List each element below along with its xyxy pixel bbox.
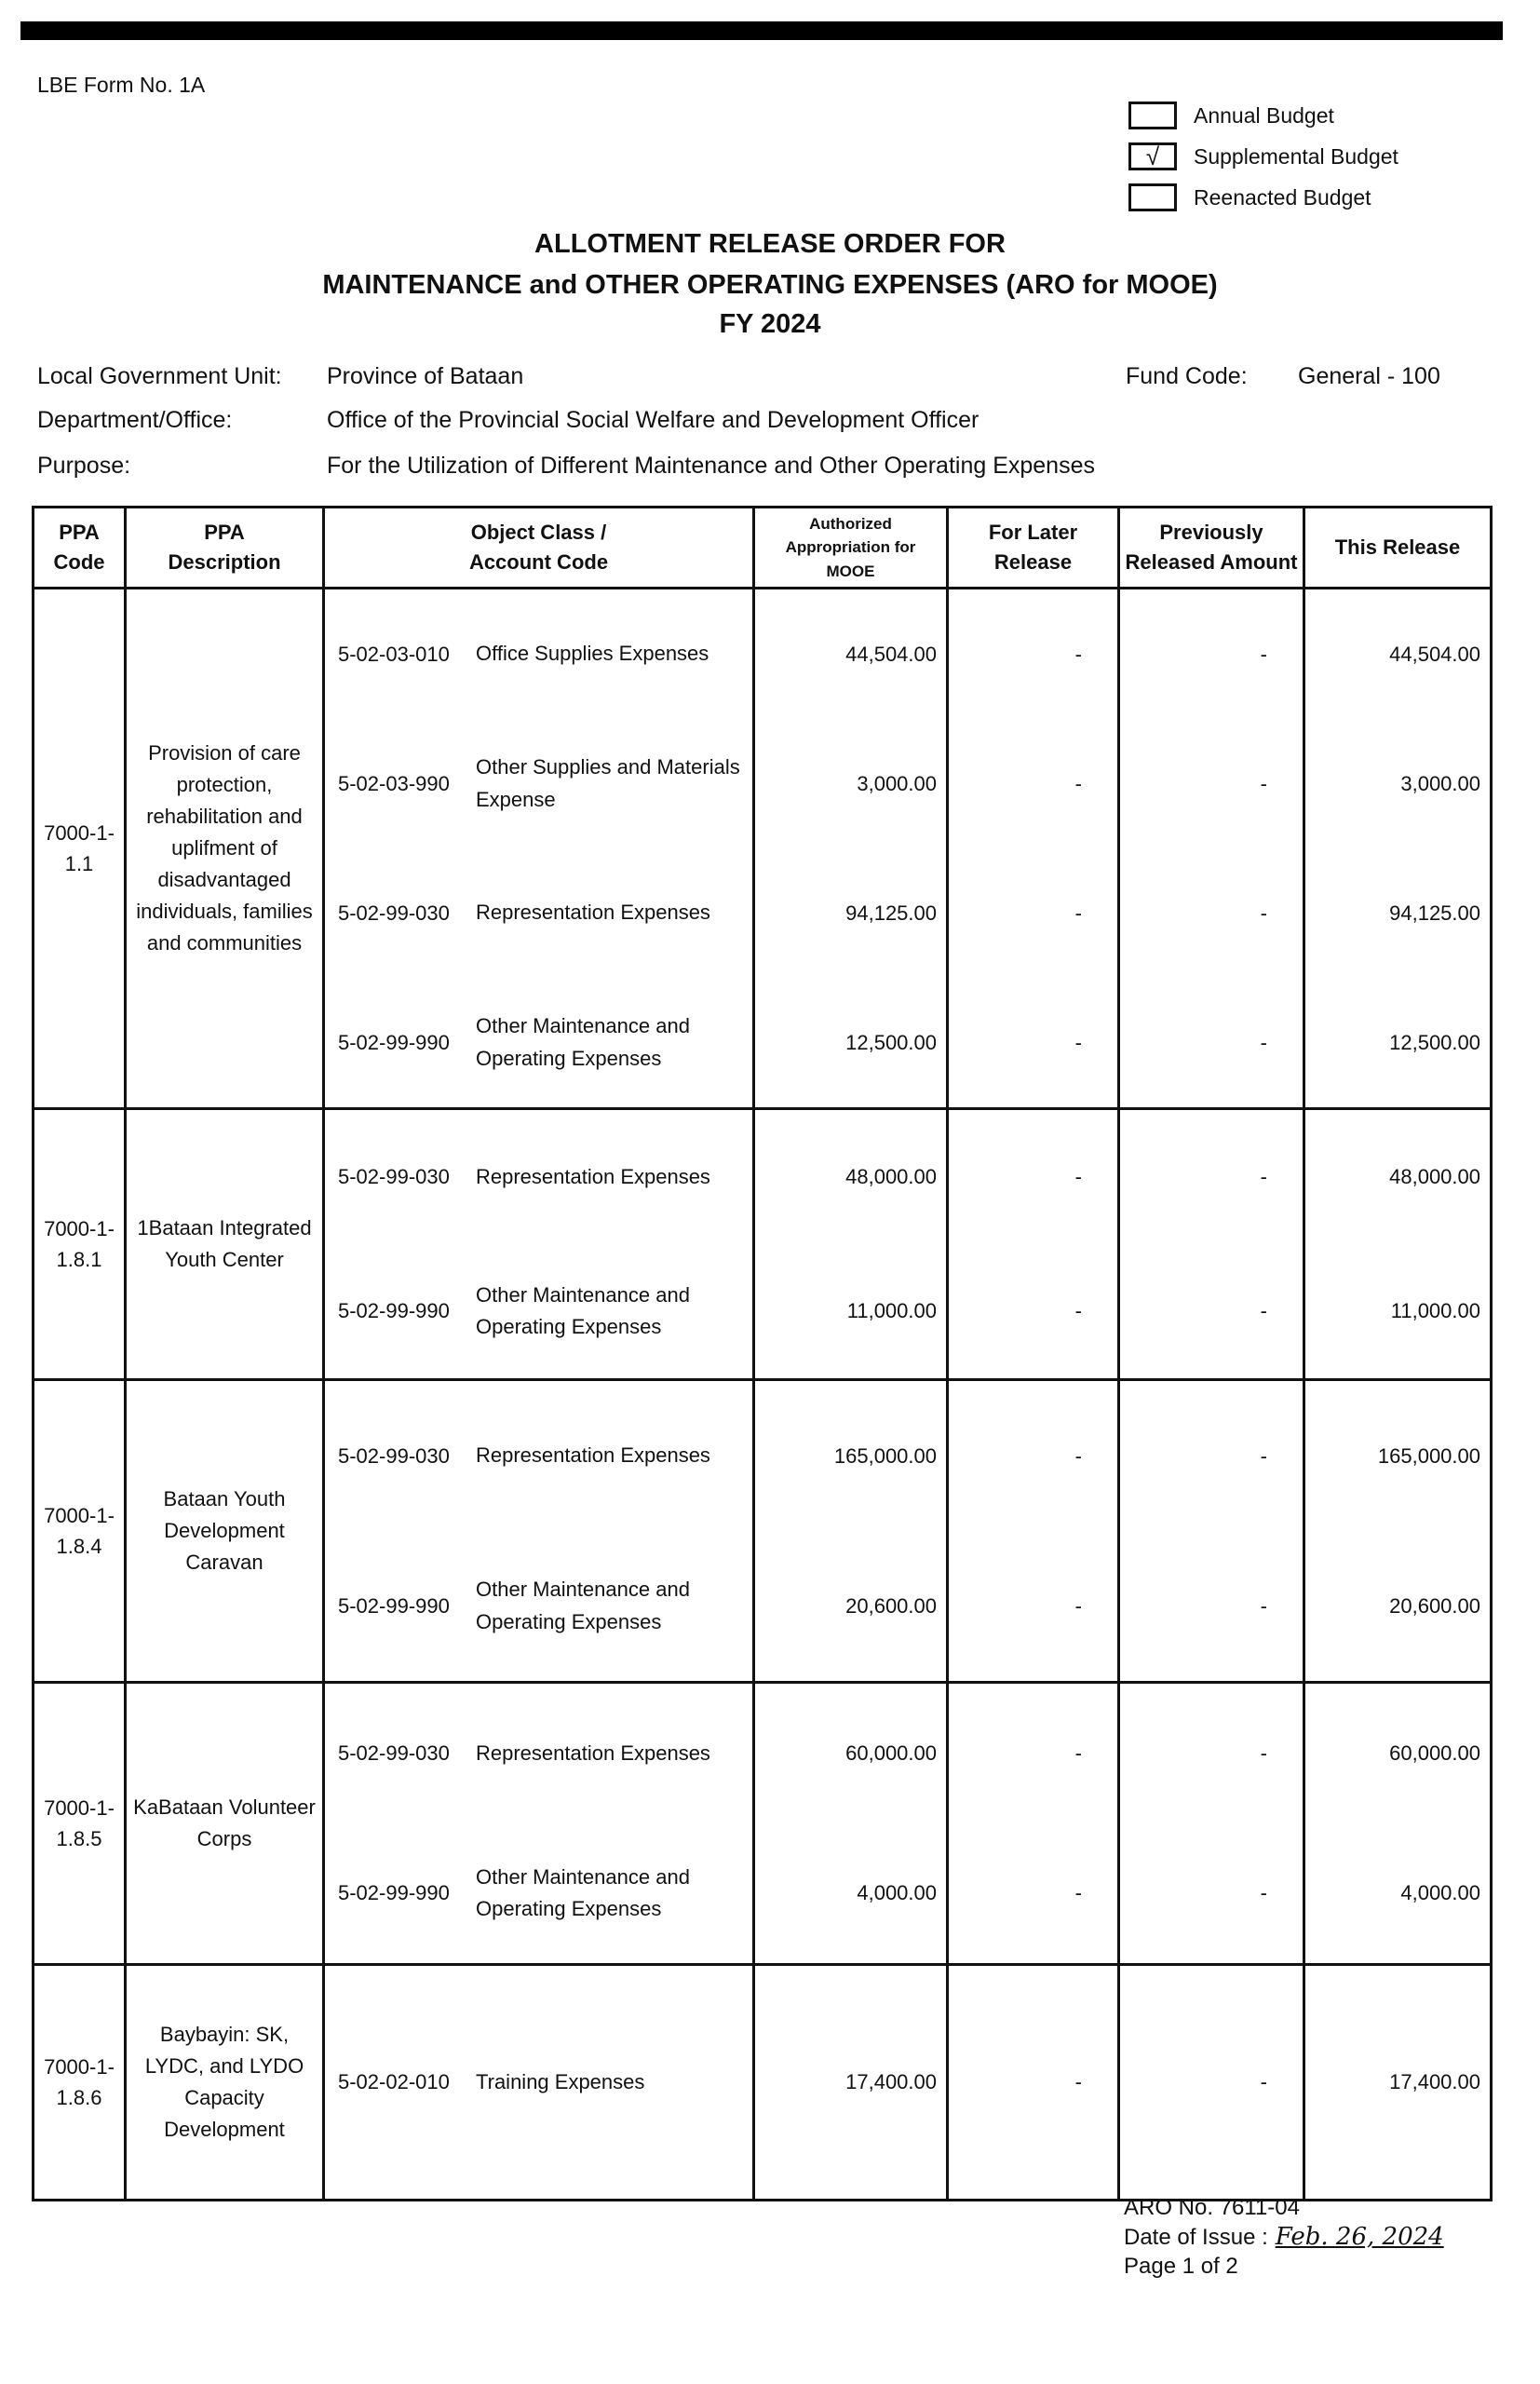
account-line	[325, 978, 752, 1107]
account-name: Other Supplies and Materials Expense	[476, 755, 740, 811]
this-release-cell	[1304, 1109, 1492, 1380]
this-release-amount: 20,600.00	[1389, 1593, 1480, 1618]
for-later-release-cell	[948, 1683, 1119, 1965]
table-row-ppa-group	[34, 1965, 1492, 2201]
date-of-issue-label: Date of Issue :	[1124, 2225, 1268, 2250]
table-row-ppa-group	[34, 1380, 1492, 1683]
budget-type-annual[interactable]	[1128, 95, 1398, 136]
ppa-code-cell: 7000-1- 1.8.6	[34, 1965, 126, 2201]
account-line	[325, 848, 752, 978]
previously-released-amount: -	[1260, 901, 1267, 925]
account-line	[325, 1823, 752, 1963]
account-line	[325, 1381, 752, 1531]
ppa-description-cell: Bataan Youth Development Caravan	[126, 1380, 324, 1683]
aro-number: ARO No. 7611-04	[1124, 2195, 1300, 2220]
account-code: 5-02-99-990	[338, 1030, 450, 1054]
account-name: Training Expenses	[476, 2069, 645, 2093]
for-later-release-cell	[948, 1109, 1119, 1380]
account-name: Other Maintenance and Operating Expenses	[476, 1282, 690, 1338]
ppa-description-cell: Provision of care protection, rehabilitation and uplifment of disadvantaged individuals, families and communities	[126, 589, 324, 1109]
table-header-row	[34, 508, 1492, 589]
lgu-value: Province of Bataan	[327, 363, 524, 389]
previously-released-amount: -	[1260, 1443, 1267, 1468]
table-row-ppa-group	[34, 1683, 1492, 1965]
for-later-amount: -	[1074, 642, 1082, 666]
this-release-cell	[1304, 589, 1492, 1109]
account-line	[325, 1110, 752, 1244]
authorized-amount: 11,000.00	[846, 1299, 937, 1322]
account-code: 5-02-99-030	[338, 1443, 450, 1468]
this-release-cell	[1304, 1965, 1492, 2201]
authorized-amount: 48,000.00	[845, 1165, 937, 1188]
allotment-table	[32, 506, 1493, 2201]
budget-type-reenacted[interactable]	[1128, 177, 1398, 218]
previously-released-cell	[1119, 1965, 1304, 2201]
department-label: Department/Office:	[37, 407, 233, 433]
account-code: 5-02-99-990	[338, 1299, 450, 1322]
document-title-line2: MAINTENANCE and OTHER OPERATING EXPENSES (ARO for MOOE)	[322, 270, 1218, 300]
previously-released-amount: -	[1260, 771, 1267, 795]
account-name: Representation Expenses	[476, 1741, 710, 1765]
previously-released-cell	[1119, 1683, 1304, 1965]
this-release-amount: 48,000.00	[1389, 1165, 1480, 1188]
ppa-code-cell: 7000-1- 1.8.5	[34, 1683, 126, 1965]
date-of-issue-value: Feb. 26, 2024	[1275, 2223, 1444, 2251]
budget-type-label: Reenacted Budget	[1194, 184, 1371, 210]
account-list-cell	[324, 1380, 754, 1683]
for-later-amount: -	[1074, 1165, 1082, 1188]
for-later-amount: -	[1074, 1881, 1082, 1904]
this-release-amount: 12,500.00	[1389, 1030, 1480, 1054]
previously-released-amount: -	[1260, 1593, 1267, 1618]
for-later-amount: -	[1074, 1593, 1082, 1618]
form-number: LBE Form No. 1A	[37, 73, 206, 97]
account-name: Representation Expenses	[476, 1164, 710, 1188]
authorized-amount: 4,000.00	[857, 1881, 937, 1904]
purpose-label: Purpose:	[37, 453, 131, 479]
checkbox-reenacted-budget[interactable]	[1128, 183, 1177, 211]
authorized-amounts-cell	[754, 1380, 948, 1683]
account-line	[325, 1531, 752, 1681]
account-name: Representation Expenses	[476, 901, 710, 925]
account-list-cell	[324, 1683, 754, 1965]
account-code: 5-02-99-030	[338, 901, 450, 925]
ppa-description-cell: Baybayin: SK, LYDC, and LYDO Capacity Development	[126, 1965, 324, 2201]
account-list-cell	[324, 589, 754, 1109]
header-ppa-code: PPA Code	[34, 508, 126, 589]
account-line	[325, 719, 752, 848]
this-release-amount: 94,125.00	[1389, 901, 1480, 925]
checkbox-annual-budget[interactable]	[1128, 102, 1177, 129]
account-code: 5-02-99-990	[338, 1593, 450, 1618]
authorized-amount: 94,125.00	[845, 901, 937, 925]
account-code: 5-02-99-030	[338, 1741, 450, 1765]
fund-code-value: General - 100	[1298, 363, 1440, 389]
account-line	[325, 589, 752, 719]
budget-type-label: Supplemental Budget	[1194, 143, 1398, 169]
account-code: 5-02-03-990	[338, 771, 450, 795]
department-value: Office of the Provincial Social Welfare and Development Officer	[327, 407, 979, 433]
previously-released-amount: -	[1260, 1030, 1267, 1054]
account-code: 5-02-99-990	[338, 1881, 450, 1904]
scan-top-border	[20, 21, 1503, 40]
account-name: Office Supplies Expenses	[476, 642, 709, 666]
account-line	[325, 1966, 752, 2199]
account-code: 5-02-03-010	[338, 642, 450, 666]
this-release-amount: 3,000.00	[1400, 771, 1480, 795]
previously-released-amount: -	[1260, 1165, 1267, 1188]
for-later-amount: -	[1074, 2070, 1082, 2093]
ppa-code-cell: 7000-1- 1.1	[34, 589, 126, 1109]
previously-released-cell	[1119, 1380, 1304, 1683]
ppa-code-cell: 7000-1- 1.8.1	[34, 1109, 126, 1380]
account-list-cell	[324, 1109, 754, 1380]
checkbox-supplemental-budget[interactable]: √	[1128, 142, 1177, 170]
account-line	[325, 1684, 752, 1823]
for-later-release-cell	[948, 589, 1119, 1109]
date-of-issue	[1124, 2223, 1444, 2251]
fund-code-label: Fund Code:	[1126, 363, 1248, 389]
table-row-ppa-group	[34, 1109, 1492, 1380]
this-release-amount: 17,400.00	[1389, 2070, 1480, 2093]
authorized-amount: 17,400.00	[845, 2070, 937, 2093]
account-code: 5-02-99-030	[338, 1165, 450, 1188]
previously-released-amount: -	[1260, 642, 1267, 666]
account-list-cell	[324, 1965, 754, 2201]
authorized-amount: 60,000.00	[845, 1741, 937, 1765]
document-title-fiscal-year: FY 2024	[719, 309, 821, 339]
for-later-release-cell	[948, 1965, 1119, 2201]
authorized-amount: 3,000.00	[857, 771, 937, 795]
authorized-amount: 44,504.00	[845, 642, 937, 666]
previously-released-cell	[1119, 589, 1304, 1109]
header-authorized-appropriation: Authorized Appropriation for MOOE	[754, 508, 948, 589]
this-release-amount: 11,000.00	[1390, 1299, 1480, 1322]
header-object-class: Object Class / Account Code	[324, 508, 754, 589]
table-row-ppa-group	[34, 589, 1492, 1109]
this-release-amount: 60,000.00	[1389, 1741, 1480, 1765]
authorized-amounts-cell	[754, 1965, 948, 2201]
previously-released-amount: -	[1260, 1299, 1267, 1322]
authorized-amounts-cell	[754, 589, 948, 1109]
previously-released-amount: -	[1260, 1881, 1267, 1904]
ppa-description-cell: KaBataan Volunteer Corps	[126, 1683, 324, 1965]
header-for-later-release: For Later Release	[948, 508, 1119, 589]
ppa-description-cell: 1Bataan Integrated Youth Center	[126, 1109, 324, 1380]
for-later-release-cell	[948, 1380, 1119, 1683]
this-release-cell	[1304, 1683, 1492, 1965]
for-later-amount: -	[1074, 771, 1082, 795]
previously-released-amount: -	[1260, 1741, 1267, 1765]
account-name: Other Maintenance and Operating Expenses	[476, 1864, 690, 1920]
header-this-release: This Release	[1304, 508, 1492, 589]
previously-released-amount: -	[1260, 2070, 1267, 2093]
authorized-amount: 165,000.00	[833, 1443, 937, 1468]
for-later-amount: -	[1074, 1030, 1082, 1054]
authorized-amount: 12,500.00	[845, 1030, 937, 1054]
lgu-label: Local Government Unit:	[37, 363, 282, 389]
for-later-amount: -	[1074, 1299, 1082, 1322]
header-ppa-description: PPA Description	[126, 508, 324, 589]
authorized-amounts-cell	[754, 1109, 948, 1380]
budget-type-supplemental[interactable]	[1128, 136, 1398, 177]
for-later-amount: -	[1074, 1443, 1082, 1468]
for-later-amount: -	[1074, 1741, 1082, 1765]
budget-type-checklist	[1128, 95, 1398, 218]
document-title-line1: ALLOTMENT RELEASE ORDER FOR	[534, 229, 1006, 259]
page-indicator: Page 1 of 2	[1124, 2254, 1238, 2279]
previously-released-cell	[1119, 1109, 1304, 1380]
header-previously-released: Previously Released Amount	[1119, 508, 1304, 589]
this-release-cell	[1304, 1380, 1492, 1683]
authorized-amounts-cell	[754, 1683, 948, 1965]
this-release-amount: 44,504.00	[1389, 642, 1480, 666]
account-line	[325, 1244, 752, 1378]
this-release-amount: 4,000.00	[1400, 1881, 1480, 1904]
authorized-amount: 20,600.00	[845, 1593, 937, 1618]
account-name: Representation Expenses	[476, 1443, 710, 1468]
ppa-code-cell: 7000-1- 1.8.4	[34, 1380, 126, 1683]
this-release-amount: 165,000.00	[1377, 1443, 1480, 1468]
account-code: 5-02-02-010	[338, 2070, 450, 2093]
account-name: Other Maintenance and Operating Expenses	[476, 1578, 690, 1633]
account-name: Other Maintenance and Operating Expenses	[476, 1014, 690, 1070]
budget-type-label: Annual Budget	[1194, 102, 1334, 128]
purpose-value: For the Utilization of Different Maintenance and Other Operating Expenses	[327, 453, 1095, 479]
for-later-amount: -	[1074, 901, 1082, 925]
